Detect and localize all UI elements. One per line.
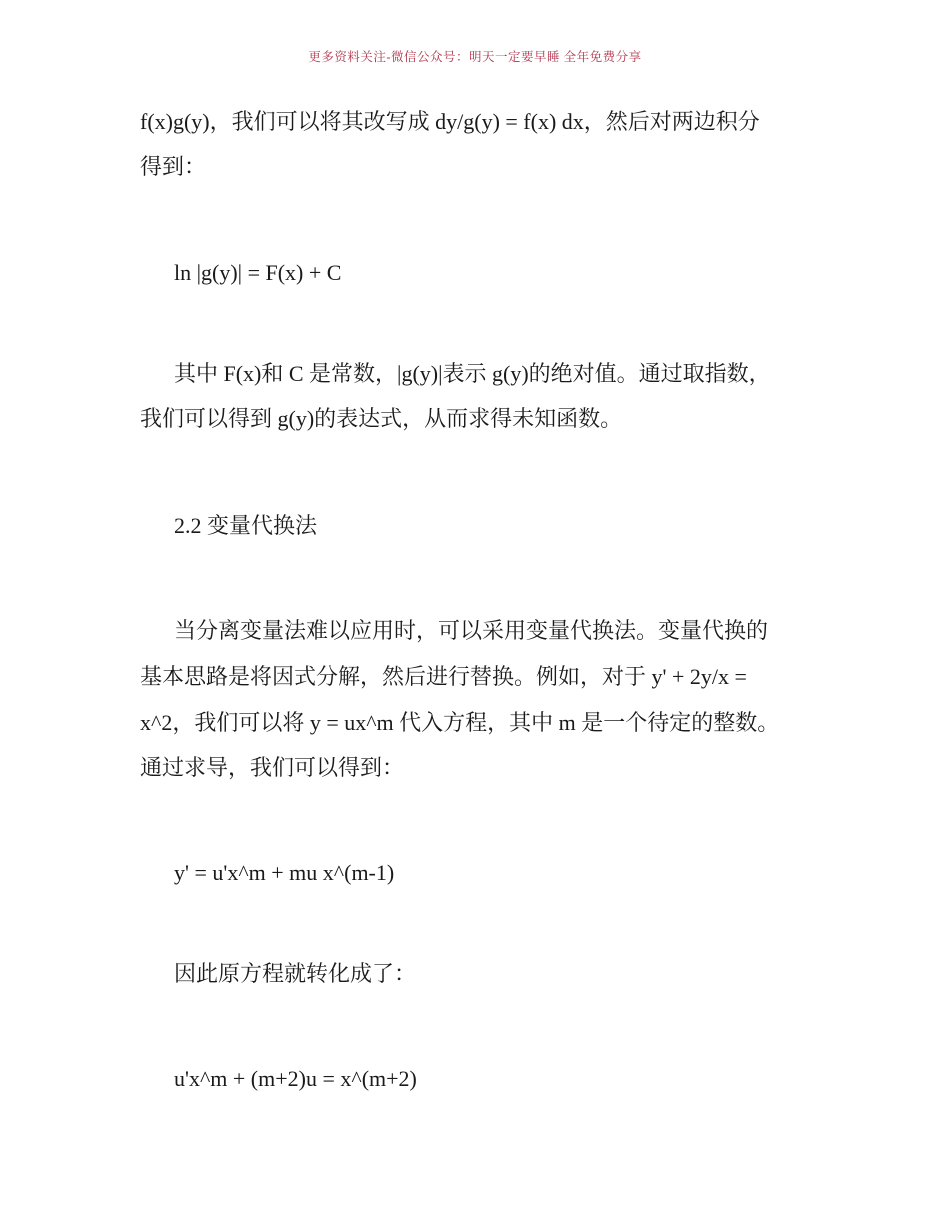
paragraph-line: 因此原方程就转化成了： <box>174 961 417 986</box>
paragraph-line: 其中 F(x)和 C 是常数，|g(y)|表示 g(y)的绝对值。通过取指数， <box>174 361 771 386</box>
equation: y' = u'x^m + mu x^(m-1) <box>174 860 395 885</box>
section-heading: 2.2 变量代换法 <box>174 513 318 538</box>
paragraph-line: 基本思路是将因式分解，然后进行替换。例如，对于 y' + 2y/x = <box>140 664 747 689</box>
paragraph-line: 我们可以得到 g(y)的表达式，从而求得未知函数。 <box>140 406 623 431</box>
paragraph-line: 得到： <box>140 154 207 179</box>
watermark-banner: 更多资料关注-微信公众号：明天一定要早睡 全年免费分享 <box>308 50 642 64</box>
equation: u'x^m + (m+2)u = x^(m+2) <box>174 1066 417 1091</box>
paragraph-line: f(x)g(y)，我们可以将其改写成 dy/g(y) = f(x) dx，然后对两边积分 <box>140 109 760 134</box>
paragraph-line: 当分离变量法难以应用时，可以采用变量代换法。变量代换的 <box>174 618 769 643</box>
paragraph-line: x^2，我们可以将 y = ux^m 代入方程，其中 m 是一个待定的整数。 <box>140 710 780 735</box>
equation: ln |g(y)| = F(x) + C <box>174 260 342 285</box>
paragraph-line: 通过求导，我们可以得到： <box>140 755 405 780</box>
